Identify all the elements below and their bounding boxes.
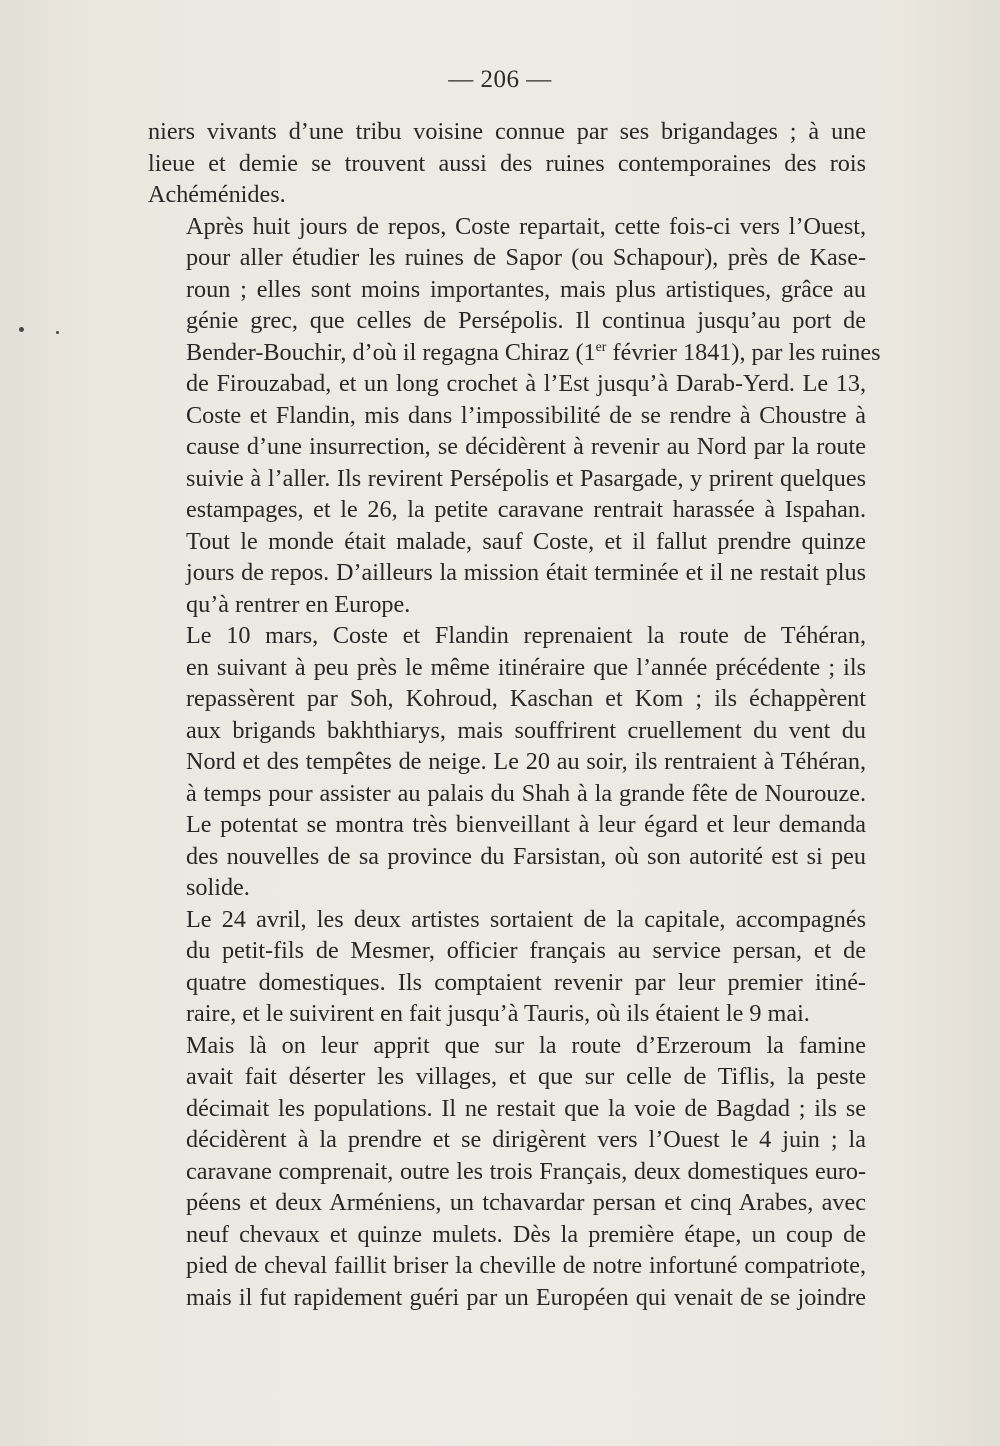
paragraph-5 <box>148 1030 866 1314</box>
text-line: Achéménides. <box>148 181 286 208</box>
text-line: Mais là on leur apprit que sur la route d’Erzeroum la famine <box>186 1031 866 1059</box>
text-line: niers vivants d’une tribu voisine connue par ses brigandages ; à une <box>148 118 866 145</box>
ordinal-superscript: er <box>595 339 607 355</box>
text-line: caravane comprenait, outre les trois Français, deux domestiques euro- <box>186 1157 866 1185</box>
text-line: décimait les populations. Il ne restait que la voie de Bagdad ; ils se <box>186 1094 866 1122</box>
text-line: Bender-Bouchir, d’où il regagna Chiraz (1er février 1841), par les ruines <box>186 338 881 366</box>
text-line: Coste et Flandin, mis dans l’impossibilité de se rendre à Choustre à <box>186 401 866 429</box>
margin-speck <box>56 331 59 334</box>
text-line: neuf chevaux et quinze mulets. Dès la première étape, un coup de <box>186 1220 866 1248</box>
text-line: jours de repos. D’ailleurs la mission était terminée et il ne restait plus <box>186 559 866 586</box>
text-line: Le potentat se montra très bienveillant à leur égard et leur demanda <box>186 811 866 838</box>
text-line: pied de cheval faillit briser la cheville de notre infortuné compatriote, <box>186 1252 866 1279</box>
text-line: estampages, et le 26, la petite caravane rentrait harassée à Ispahan. <box>186 496 866 523</box>
text-line: du petit-fils de Mesmer, officier français au service persan, et de <box>186 937 866 964</box>
text-line: lieue et demie se trouvent aussi des ruines contemporaines des rois <box>148 149 866 177</box>
text-line: Tout le monde était malade, sauf Coste, et il fallut prendre quinze <box>186 527 866 555</box>
text-line: raire, et le suivirent en fait jusqu’à Tauris, où ils étaient le 9 mai. <box>186 1000 810 1027</box>
text-line: Le 24 avril, les deux artistes sortaient de la capitale, accompagnés <box>186 905 866 933</box>
body-text <box>148 116 881 1313</box>
text-line: aux brigands bakhthiarys, mais souffrirent cruellement du vent du <box>186 716 866 744</box>
paragraph-3 <box>148 620 866 904</box>
paragraph-4 <box>148 904 866 1030</box>
text-line: pour aller étudier les ruines de Sapor (ou Schapour), près de Kase- <box>186 244 866 271</box>
margin-speck <box>19 327 24 332</box>
paragraph-1 <box>148 116 866 211</box>
text-line: Le 10 mars, Coste et Flandin reprenaient la route de Téhéran, <box>186 622 866 649</box>
text-line: Après huit jours de repos, Coste repartait, cette fois-ci vers l’Ouest, <box>186 212 866 240</box>
text-line: Nord et des tempêtes de neige. Le 20 au soir, ils rentraient à Téhéran, <box>186 748 866 775</box>
text-line: mais il fut rapidement guéri par un Européen qui venait de se joindre <box>186 1283 866 1311</box>
text-line: à temps pour assister au palais du Shah à la grande fête de Nourouze. <box>186 779 866 807</box>
text-line: suivie à l’aller. Ils revirent Persépolis et Pasargade, y prirent quelques <box>186 464 866 492</box>
text-line: de Firouzabad, et un long crochet à l’Est jusqu’à Darab-Yerd. Le 13, <box>186 370 866 397</box>
text-line: qu’à rentrer en Europe. <box>186 590 411 618</box>
text-line: génie grec, que celles de Persépolis. Il continua jusqu’au port de <box>186 307 866 334</box>
text-line: quatre domestiques. Ils comptaient revenir par leur premier itiné- <box>186 968 866 996</box>
paragraph-2 <box>148 211 881 621</box>
text-line: péens et deux Arméniens, un tchavardar persan et cinq Arabes, avec <box>186 1189 866 1216</box>
text-line: avait fait déserter les villages, et que sur celle de Tiflis, la peste <box>186 1063 866 1090</box>
text-line: décidèrent à la prendre et se dirigèrent vers l’Ouest le 4 juin ; la <box>186 1126 866 1153</box>
page-number: — 206 — <box>448 66 552 93</box>
text-line: des nouvelles de sa province du Farsistan, où son autorité est si peu <box>186 842 866 870</box>
text-line: roun ; elles sont moins importantes, mais plus artistiques, grâce au <box>186 275 866 303</box>
text-line: cause d’une insurrection, se décidèrent à revenir au Nord par la route <box>186 433 866 460</box>
text-line: solide. <box>186 874 250 901</box>
text-line: repassèrent par Soh, Kohroud, Kaschan et Kom ; ils échappèrent <box>186 685 866 712</box>
text-line: en suivant à peu près le même itinéraire que l’année précédente ; ils <box>186 653 866 681</box>
